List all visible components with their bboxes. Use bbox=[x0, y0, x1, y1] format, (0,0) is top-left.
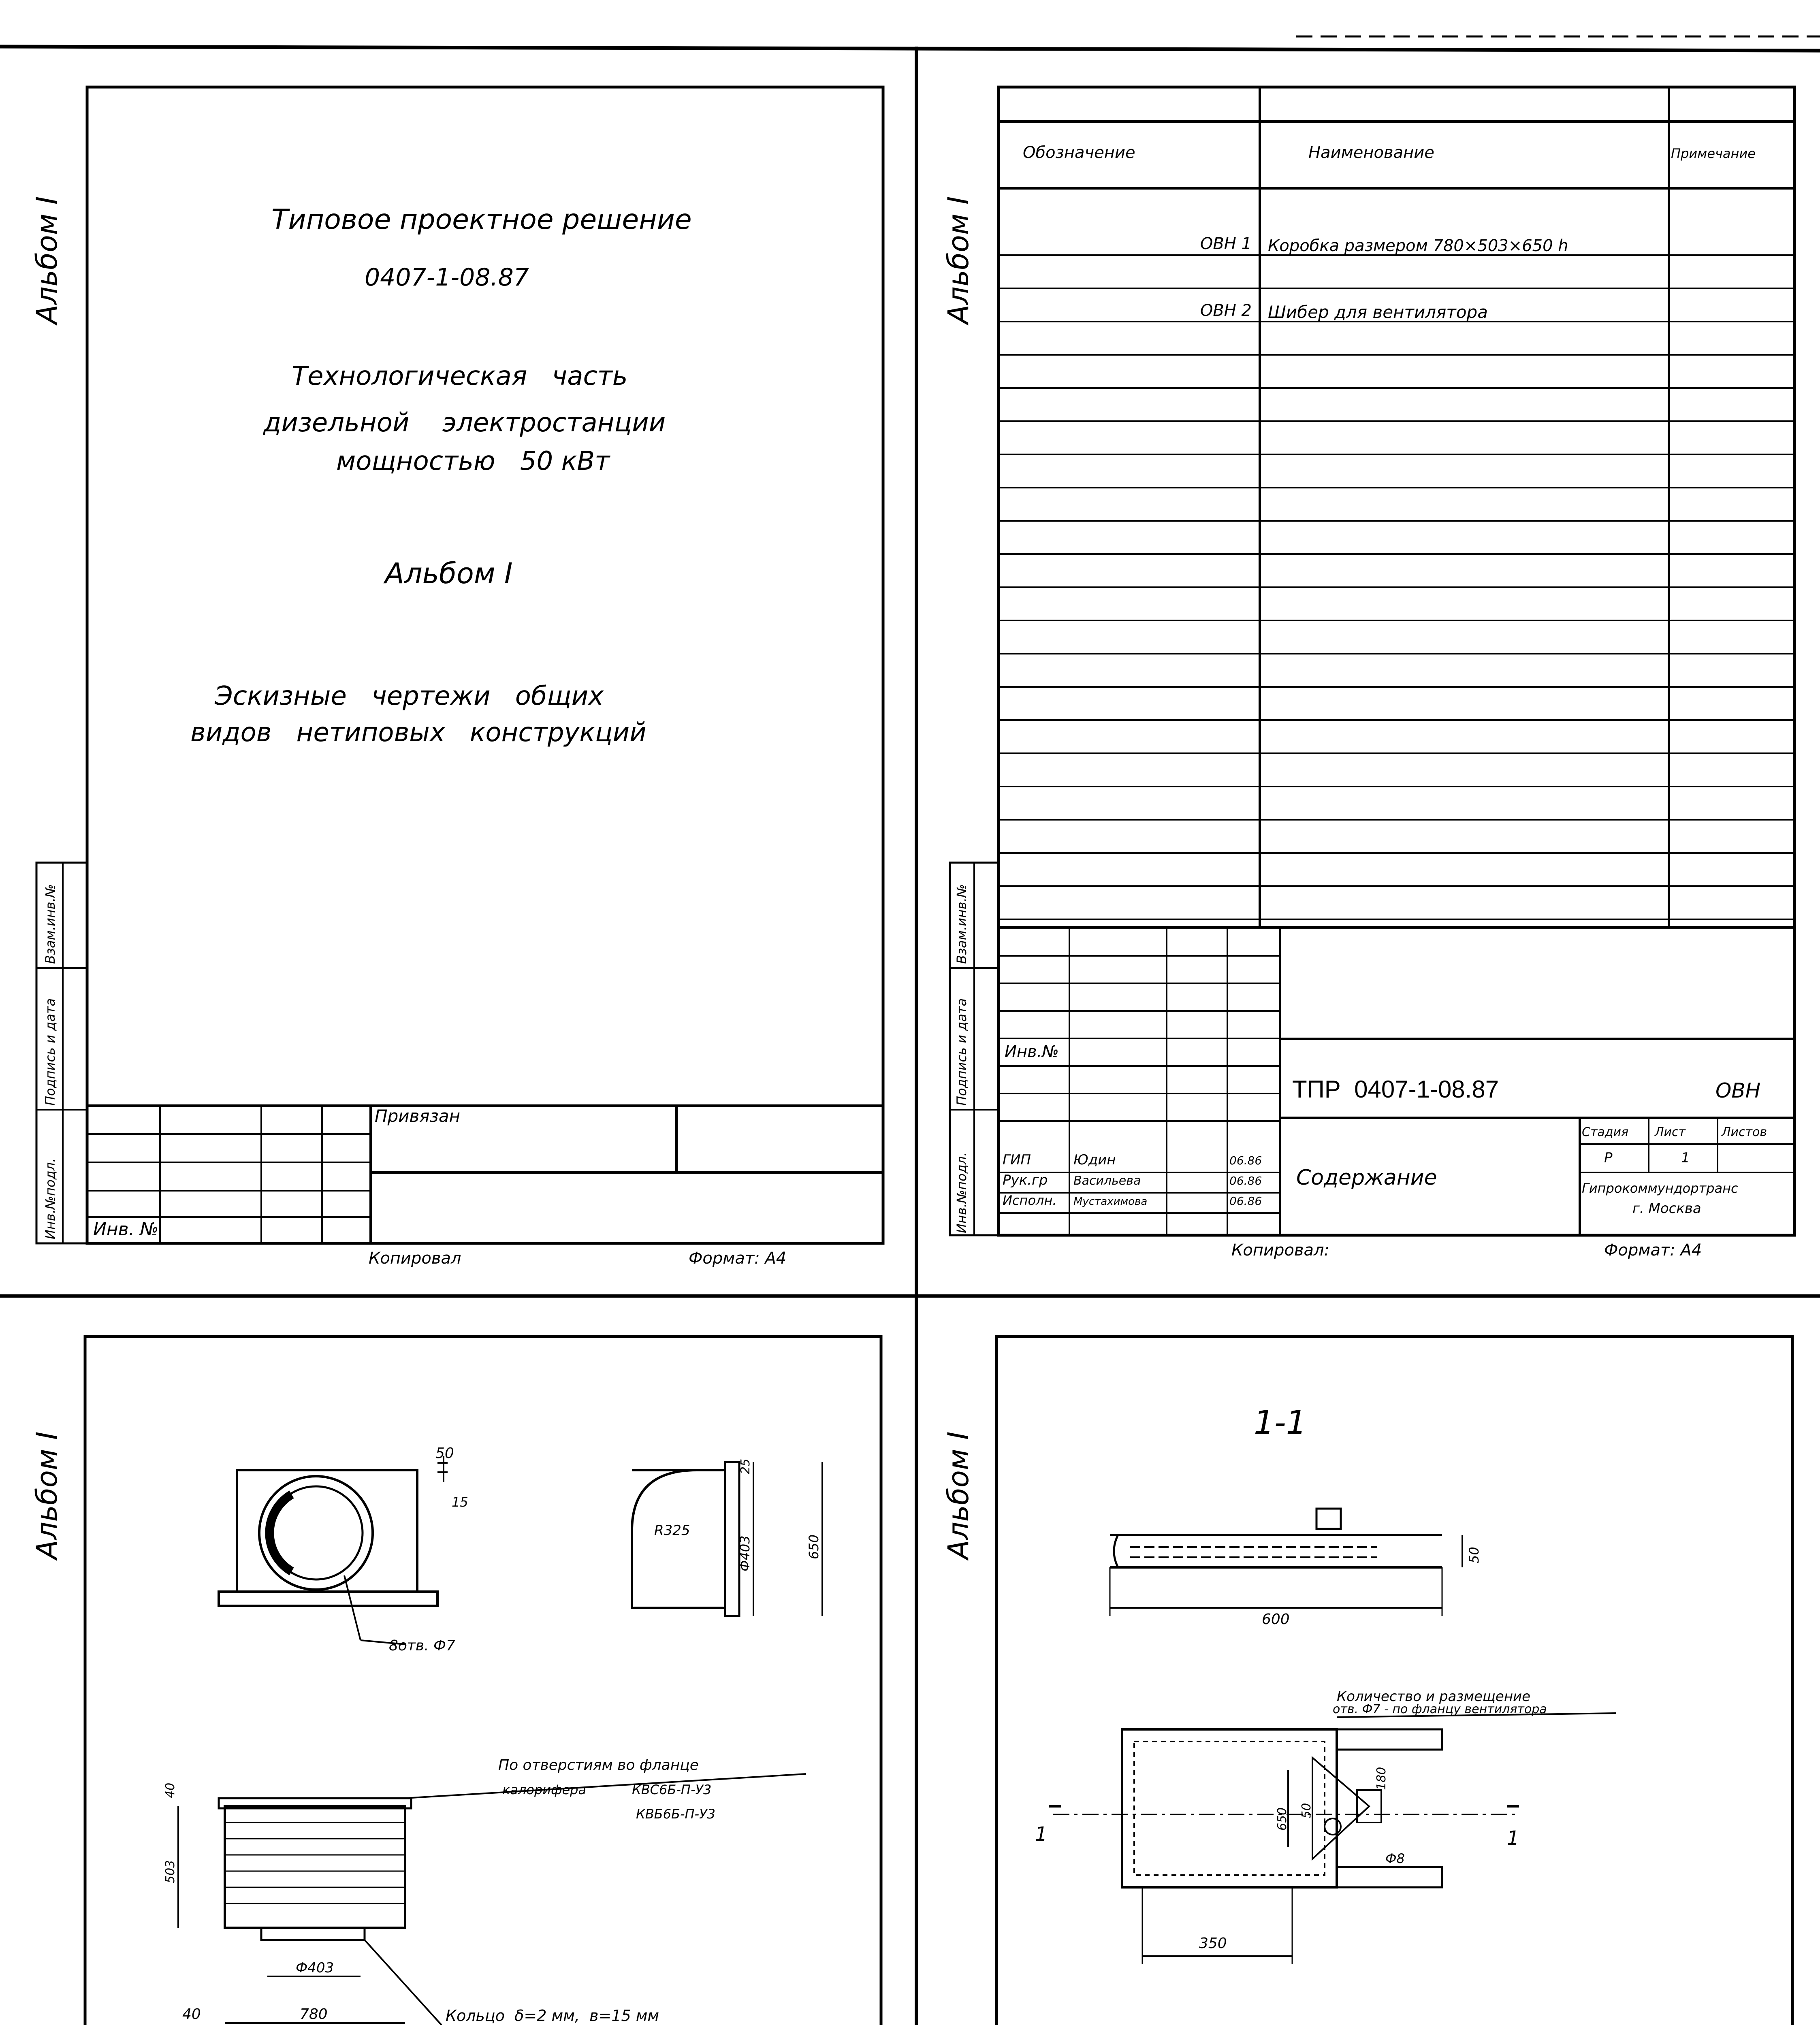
s1-format: Формат: А4 bbox=[689, 1249, 787, 1268]
s1-title-6: Альбом I bbox=[385, 557, 513, 590]
s3-dim-503: 503 bbox=[163, 1860, 177, 1883]
s3-flange-sub: калорифера bbox=[502, 1782, 587, 1797]
s3-dim-40-top: 40 bbox=[163, 1782, 177, 1798]
s4-dim-50b: 50 bbox=[1299, 1803, 1314, 1818]
s2-city: г. Москва bbox=[1632, 1200, 1701, 1217]
s1-inv-no: Инв. № bbox=[93, 1219, 159, 1240]
s2-staff-date-1: 06.86 bbox=[1229, 1154, 1262, 1167]
s3-ring1: Кольцо δ=2 мм, в=15 мм bbox=[446, 2007, 659, 2025]
s4-dim-600: 600 bbox=[1262, 1611, 1290, 1628]
s2-doc-code: ОВН bbox=[1715, 1079, 1761, 1102]
s2-stage-h1: Стадия bbox=[1582, 1125, 1629, 1139]
s2-header-name: Наименование bbox=[1308, 143, 1434, 162]
s2-staff-name-3: Мустахимова bbox=[1073, 1196, 1148, 1208]
s1-title-2: 0407-1-08.87 bbox=[365, 263, 529, 292]
s4-cut-left: 1 bbox=[1035, 1823, 1048, 1846]
side-label-inv-2: Инв.№подл. bbox=[954, 1152, 969, 1233]
s2-staff-date-3: 06.86 bbox=[1229, 1194, 1262, 1208]
s4-dim-650: 650 bbox=[1275, 1807, 1289, 1831]
s3-dim-25: 25 bbox=[738, 1458, 753, 1474]
s1-title-5: мощностью 50 кВт bbox=[336, 446, 610, 476]
s2-row2-name: Шибер для вентилятора bbox=[1268, 302, 1488, 322]
album-label-3: Альбом I bbox=[30, 1431, 64, 1559]
s3-flange-m1: КВС6Б-П-У3 bbox=[632, 1782, 712, 1797]
s4-cut-right: 1 bbox=[1507, 1827, 1519, 1850]
s3-holes: 8отв. Ф7 bbox=[389, 1637, 455, 1654]
s2-stage-h2: Лист bbox=[1655, 1125, 1686, 1139]
s2-staff-name-1: Юдин bbox=[1073, 1152, 1116, 1168]
s1-title-8: видов нетиповых конструкций bbox=[190, 718, 646, 748]
s3-dim-r325: R325 bbox=[654, 1522, 690, 1539]
s2-staff-role-2: Рук.гр bbox=[1003, 1172, 1048, 1188]
s3-dim-780: 780 bbox=[300, 2006, 328, 2023]
s4-dim-50: 50 bbox=[1466, 1547, 1482, 1563]
s2-doc-no: ТПР 0407-1-08.87 bbox=[1292, 1076, 1499, 1103]
album-label-4: Альбом I bbox=[942, 1431, 975, 1559]
s2-stage-v2: 1 bbox=[1681, 1150, 1690, 1166]
side-label-vzam-1: Взам.инв.№ bbox=[43, 884, 58, 964]
s2-stage-h3: Листов bbox=[1722, 1125, 1767, 1139]
album-label-1: Альбом I bbox=[30, 196, 64, 324]
s2-staff-role-3: Исполн. bbox=[1003, 1193, 1057, 1208]
s2-sheet-title: Содержание bbox=[1296, 1166, 1437, 1190]
s1-kopiroval: Копировал bbox=[369, 1249, 461, 1268]
s2-header-code: Обозначение bbox=[1023, 143, 1135, 162]
s2-stage-v1: Р bbox=[1604, 1150, 1613, 1166]
s4-dim-180: 180 bbox=[1374, 1767, 1389, 1790]
side-label-podpis-1: Подпись и дата bbox=[43, 998, 58, 1106]
side-label-inv-1: Инв.№подл. bbox=[43, 1158, 58, 1239]
s1-privyazan: Привязан bbox=[375, 1106, 461, 1126]
s2-row1-name: Коробка размером 780×503×650 h bbox=[1268, 237, 1568, 255]
s1-title-1: Типовое проектное решение bbox=[271, 204, 692, 236]
s3-dim-f403-side: Ф403 bbox=[737, 1535, 753, 1571]
s4-section: 1-1 bbox=[1254, 1404, 1307, 1441]
s2-staff-role-1: ГИП bbox=[1003, 1152, 1031, 1168]
s2-inv-no: Инв.№ bbox=[1005, 1042, 1059, 1061]
s1-title-4: дизельной электростанции bbox=[263, 408, 666, 438]
s2-staff-date-2: 06.86 bbox=[1229, 1174, 1262, 1187]
s3-dim-650: 650 bbox=[806, 1534, 821, 1559]
s2-header-note: Примечание bbox=[1671, 146, 1756, 161]
s4-holes-1: Количество и размещение bbox=[1337, 1688, 1531, 1705]
s3-dim-50: 50 bbox=[435, 1445, 454, 1462]
album-label-2: Альбом I bbox=[942, 196, 975, 324]
side-label-podpis-2: Подпись и дата bbox=[954, 998, 969, 1106]
s3-dim-f403: Ф403 bbox=[296, 1960, 334, 1976]
s3-dim-40-bot: 40 bbox=[182, 2006, 201, 2023]
s2-row2-code: ОВН 2 bbox=[1200, 301, 1252, 320]
s2-org: Гипрокоммундортранс bbox=[1582, 1181, 1738, 1196]
s4-holes-2: отв. Ф7 - по фланцу вентилятора bbox=[1333, 1702, 1547, 1716]
s3-dim-15: 15 bbox=[452, 1494, 468, 1510]
s2-kopiroval: Копировал: bbox=[1231, 1241, 1330, 1260]
s2-format: Формат: А4 bbox=[1604, 1241, 1702, 1260]
s2-row1-code: ОВН 1 bbox=[1200, 234, 1252, 253]
s2-staff-name-2: Васильева bbox=[1073, 1174, 1141, 1188]
s3-flange-title: По отверстиям во фланце bbox=[498, 1757, 699, 1773]
side-label-vzam-2: Взам.инв.№ bbox=[954, 884, 969, 964]
s4-dim-350: 350 bbox=[1199, 1935, 1227, 1952]
s1-title-7: Эскизные чертежи общих bbox=[215, 681, 604, 711]
s3-flange-m2: КВБ6Б-П-У3 bbox=[636, 1806, 715, 1822]
s4-dim-f8: Ф8 bbox=[1385, 1851, 1405, 1866]
s1-title-3: Технологическая часть bbox=[292, 361, 628, 391]
